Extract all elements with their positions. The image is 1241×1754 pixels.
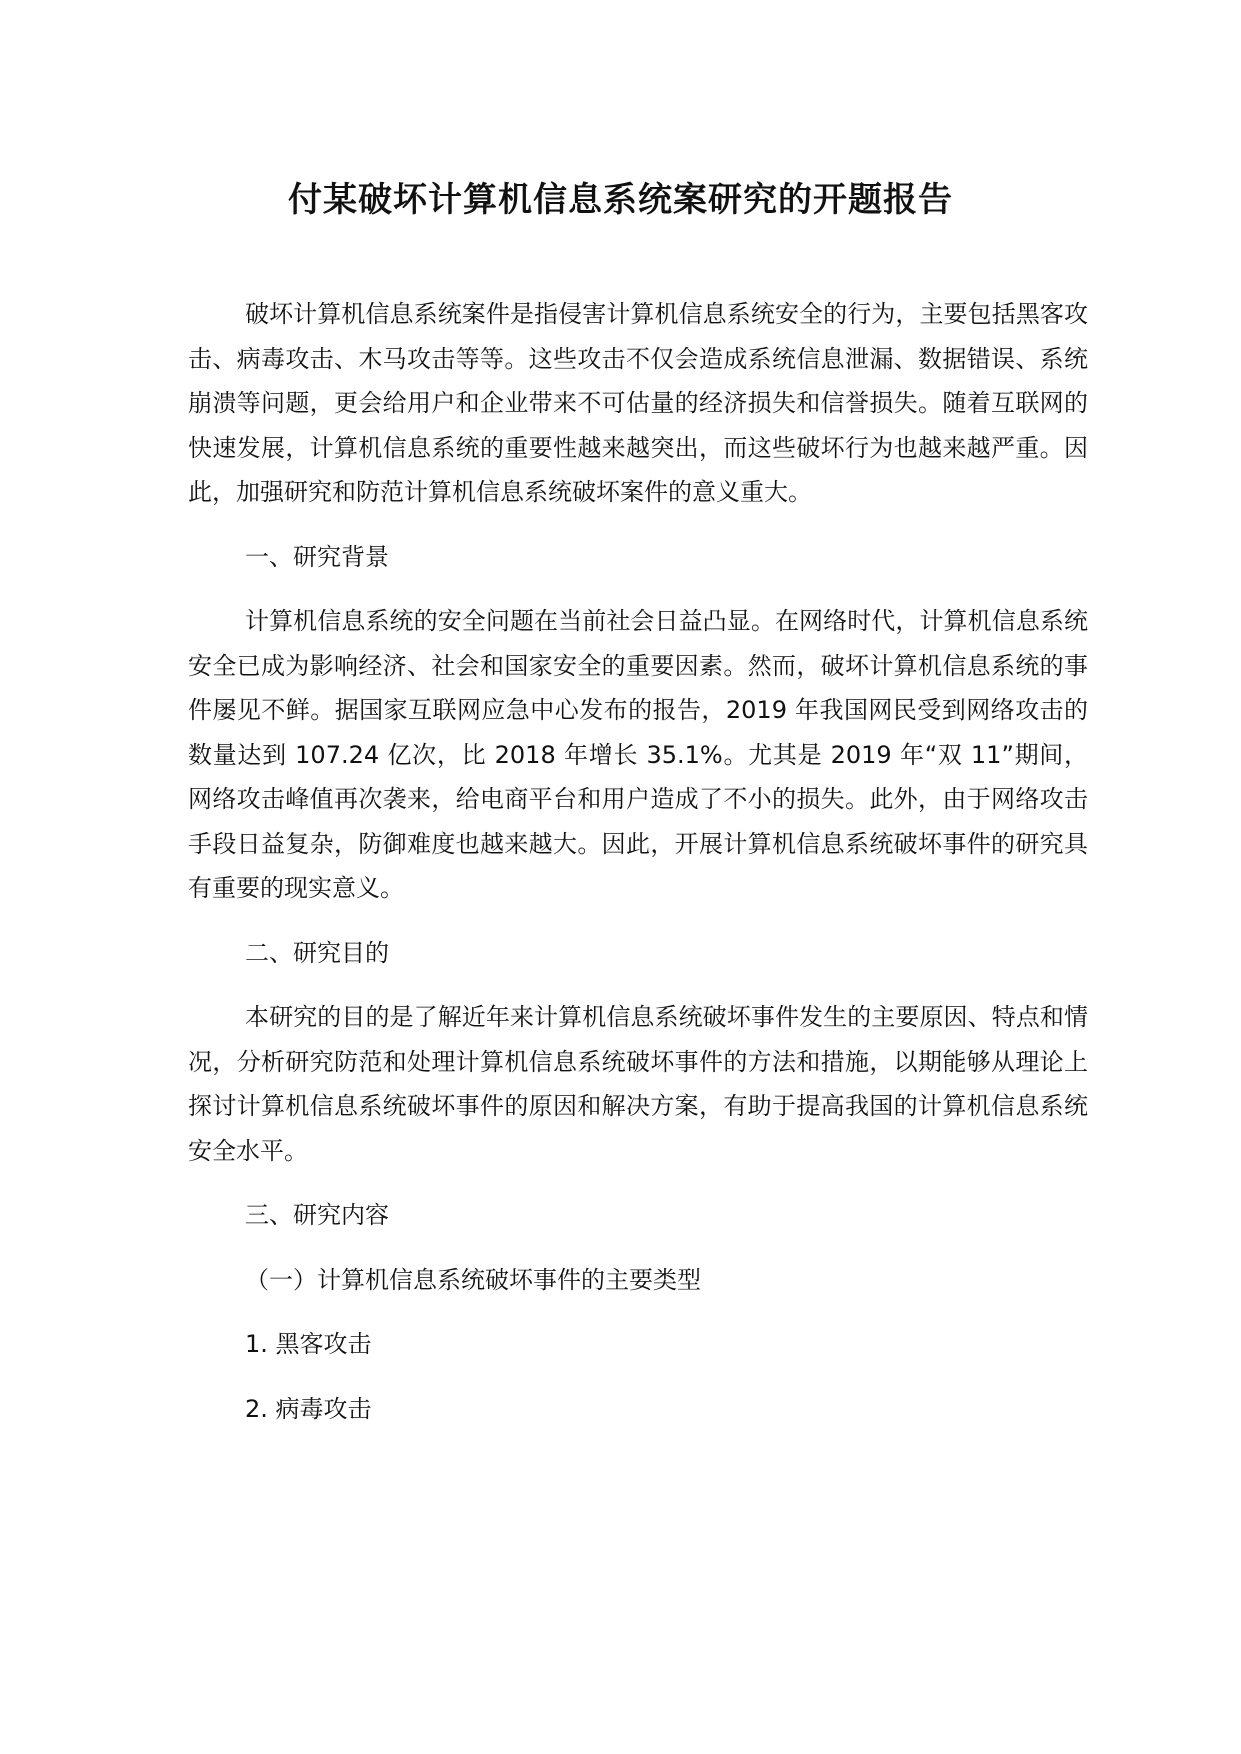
- subsection-heading-types: （一）计算机信息系统破坏事件的主要类型: [245, 1265, 701, 1294]
- list-item-hacker-attack: 1. 黑客攻击: [245, 1330, 372, 1358]
- purpose-paragraph: 本研究的目的是了解近年来计算机信息系统破坏事件发生的主要原因、特点和情况，分析研究防范和处理计算机信息系统破坏事件的方法和措施，以期能够从理论上探讨计算机信息系统破坏事件的原因和解决方案，有助于提高我国的计算机信息系统安全水平。: [188, 1003, 1088, 1165]
- section-heading-purpose: 二、研究目的: [245, 938, 389, 967]
- document-title: 付某破坏计算机信息系统案研究的开题报告: [288, 180, 953, 220]
- background-paragraph: 计算机信息系统的安全问题在当前社会日益凸显。在网络时代，计算机信息系统安全已成为影响经济、社会和国家安全的重要因素。然而，破坏计算机信息系统的事件屡见不鲜。据国家互联网应急中心发布的报告，2019 年我国网民受到网络攻击的数量达到 107.24 亿次，比 2018 年增长 35.1%。尤其是 2019 年“双 11”期间，网络攻击峰值再次袭来，给电商平台和用户造成了不小的损失。此外，由于网络攻击手段日益复杂，防御难度也越来越大。因此，开展计算机信息系统破坏事件的研究具有重要的现实意义。: [188, 607, 1088, 902]
- document-body: [188, 292, 1088, 1451]
- section-heading-content: 三、研究内容: [245, 1201, 389, 1229]
- list-item-virus-attack: 2. 病毒攻击: [245, 1394, 372, 1423]
- intro-paragraph: 破坏计算机信息系统案件是指侵害计算机信息系统安全的行为，主要包括黑客攻击、病毒攻击、木马攻击等等。这些攻击不仅会造成系统信息泄漏、数据错误、系统崩溃等问题，更会给用户和企业带来不可估量的经济损失和信誉损失。随着互联网的快速发展，计算机信息系统的重要性越来越突出，而这些破坏行为也越来越严重。因此，加强研究和防范计算机信息系统破坏案件的意义重大。: [188, 300, 1088, 506]
- section-heading-background: 一、研究背景: [245, 542, 389, 571]
